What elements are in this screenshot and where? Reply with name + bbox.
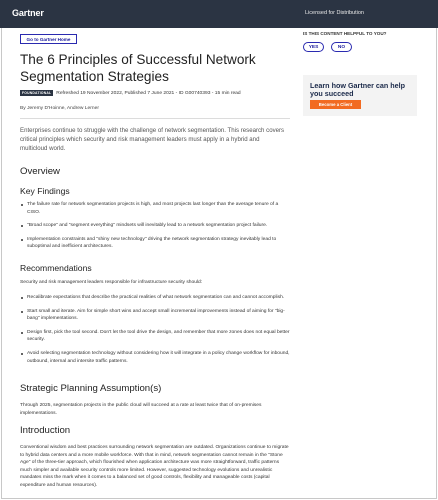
article-meta bbox=[20, 90, 290, 96]
planning-text: Through 2025, segmentation projects in the public cloud will succeed at a rate at least twice that of on-premises implementations. bbox=[20, 403, 262, 416]
gartner-logo[interactable]: Gartner bbox=[12, 8, 44, 18]
introduction-text: Conventional wisdom and best practices surrounding network segmentation are outdated. Organizations continue to migrate to hybrid data centers and a more mobile workforce. With that in mind, network segmentation cannot remain in the "Stone Age" of the three-tier approach, which flourished when application architecture was more straightforward, traffic patterns much simpler and available security controls more limited. However, suggested technology evolutions and unrealistic mandates miss the mark when it comes to a balanced set of good controls, flexibility and manageable costs (capital expenditure and human resources). bbox=[20, 445, 289, 488]
yes-button[interactable]: YES bbox=[303, 42, 324, 52]
introduction-heading: Introduction bbox=[20, 425, 71, 436]
planning-heading: Strategic Planning Assumption(s) bbox=[20, 383, 162, 394]
license-text: Licensed for Distribution bbox=[304, 10, 364, 16]
key-findings-list bbox=[20, 201, 292, 251]
authors: By Jeremy D'Hoinne, Andrew Lerner bbox=[20, 106, 99, 111]
list-item: Design first, pick the tool second. Don't let the tool drive the design, and remember that more zones does not equal better security. bbox=[20, 329, 292, 344]
go-to-gartner-home-button[interactable]: Go to Gartner Home bbox=[20, 34, 77, 44]
no-button[interactable]: NO bbox=[331, 42, 352, 52]
overview-heading: Overview bbox=[20, 166, 60, 177]
list-item: Recalibrate expectations that describe the practical realities of what network segmentation can and cannot accomplish. bbox=[20, 294, 292, 302]
divider bbox=[20, 118, 290, 119]
helpful-question: IS THIS CONTENT HELPFUL TO YOU? bbox=[303, 31, 387, 36]
page-title: The 6 Principles of Successful Network Segmentation Strategies bbox=[20, 52, 256, 84]
promo-title: Learn how Gartner can help you succeed bbox=[310, 81, 406, 98]
list-item: Start small and iterate. Aim for simple short wins and accept small incremental improvements instead of aiming for "big-bang" implementations. bbox=[20, 308, 292, 323]
list-item: "Broad scope" and "segment everything" mindsets will inevitably lead to a network segmentation project failure. bbox=[20, 222, 292, 230]
foundational-badge: FOUNDATIONAL bbox=[22, 91, 52, 95]
become-a-client-button[interactable]: Become a Client bbox=[310, 100, 361, 109]
top-bar bbox=[0, 0, 438, 28]
recommendations-list bbox=[20, 294, 292, 365]
list-item: The failure rate for network segmentation projects is high, and most projects last longer than the average tenure of a CISO. bbox=[20, 201, 292, 216]
publish-info: Refreshed 19 November 2022, Published 7 June 2021 - ID G00740393 - 15 min read bbox=[56, 90, 241, 96]
recommendations-heading: Recommendations bbox=[20, 263, 92, 273]
list-item: Implementation constraints and "shiny new technology" driving the network segmentation strategy inevitably lead to suboptimal and inefficient architectures. bbox=[20, 236, 292, 251]
summary: Enterprises continue to struggle with the challenge of network segmentation. This research covers critical principles which security and risk management leaders must apply in a hybrid and multicloud world. bbox=[20, 127, 285, 152]
list-item: Avoid selecting segmentation technology without considering how it will integrate in a policy change workflow for inbound, outbound, internal and intersite traffic patterns. bbox=[20, 350, 292, 365]
recommendations-intro: Security and risk management leaders responsible for infrastructure security should: bbox=[20, 280, 203, 285]
promo-panel bbox=[303, 75, 417, 116]
key-findings-heading: Key Findings bbox=[20, 186, 70, 196]
